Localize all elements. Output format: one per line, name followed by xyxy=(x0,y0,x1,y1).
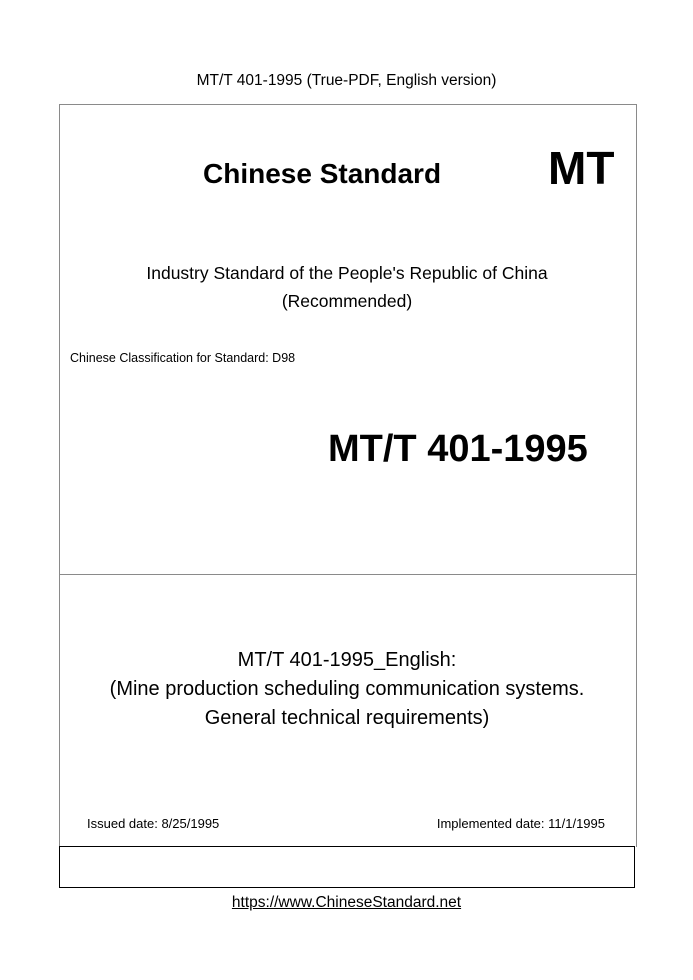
standard-title-line-3: General technical requirements) xyxy=(204,707,490,729)
industry-line-2: (Recommended) xyxy=(281,291,413,311)
standard-title-line-1: MT/T 401-1995_English: xyxy=(237,649,457,671)
standard-title xyxy=(59,646,635,733)
standard-number: MT/T 401-1995 xyxy=(328,428,588,470)
classification-label: Chinese Classification for Standard: D98 xyxy=(70,351,296,365)
brand-title: Chinese Standard xyxy=(203,158,442,189)
brand-code: MT xyxy=(548,142,615,194)
document-header: MT/T 401-1995 (True-PDF, English version) xyxy=(196,72,497,89)
industry-standard-heading xyxy=(59,259,635,315)
industry-line-1: Industry Standard of the People's Republic of China xyxy=(146,263,548,283)
cover-bottom-box xyxy=(59,846,635,888)
website-link[interactable]: https://www.ChineseStandard.net xyxy=(231,894,462,911)
footer xyxy=(0,893,693,913)
issued-date: Issued date: 8/25/1995 xyxy=(87,816,220,831)
implemented-date: Implemented date: 11/1/1995 xyxy=(436,816,605,831)
standard-title-line-2: (Mine production scheduling communication systems. xyxy=(109,678,585,700)
